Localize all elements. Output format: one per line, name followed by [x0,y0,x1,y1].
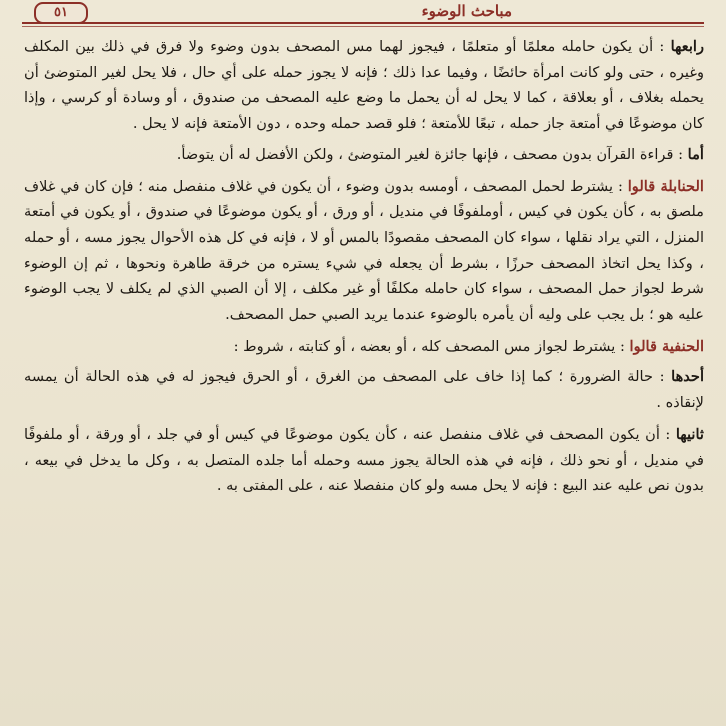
paragraph-lead: الحنفية قالوا [629,337,704,355]
paragraph-text: : أن يكون المصحف في غلاف منفصل عنه ، كأن يكون موضوعًا في كيس أو في جلد ، أو ورقة ، أو ملفوفًا في منديل ، أو نحو ذلك ، فإنه في هذه الحالة يجوز مسه وحمله أما جلده المتصل به ، وكل ما يدخل في بيعه ، بدون نص عليه عند البيع : فإنه لا يحل مسه ولو كان منفصلا عنه ، على المفتى به . [24,425,704,495]
paragraph-lead: أما [687,145,704,163]
paragraph-lead: الحنابلة قالوا [627,177,704,195]
header-rule [22,22,704,24]
paragraph-ahaduha [24,364,704,415]
running-title: مباحث الوضوء [421,2,512,20]
paragraph-text: : قراءة القرآن بدون مصحف ، فإنها جائزة لغير المتوضئ ، ولكن الأفضل له أن يتوضأ. [176,145,684,163]
paragraph-amma [24,142,704,168]
paragraph-thaniha [24,422,704,499]
header-rule-thin [22,26,704,27]
paragraph-lead: رابعها [670,38,704,55]
paragraph-hanabila [24,174,704,328]
paragraph-text: : يشترط لحمل المصحف ، أومسه بدون وضوء ، أن يكون في غلاف منفصل منه ؛ فإن كان في غلاف ملصق به ، كأن يكون في كيس ، أوملفوفًا في منديل ، أو ورق ، أو يكون موضوعًا في صندوق ، أو يكون في أمتعة المنزل ، التي يراد نقلها ، سواء كان المصحف مقصودًا بالمس أو لا ، فإنه في كل هذه الأحوال يجوز مسه ، أو حمله ، وكذا يحل اتخاذ المصحف حرزًا ، بشرط أن يجعله في شيء يستره من خرقة طاهرة ونحوها ، ثم إن الوضوء شرط لجواز حمل المصحف ، سواء كان حامله مكلفًا أو غير مكلف ، إلا أن الصبي الذي لم يكلف لا يجب الوضوء عليه هو ؛ بل يجب على وليه أن يأمره بالوضوء عندما يريد الصبي حمل المصحف. [24,177,704,324]
paragraph-hanafiyya [24,334,704,360]
page-header [0,0,726,30]
paragraph-text: : أن يكون حامله معلمًا أو متعلمًا ، فيجوز لهما مس المصحف بدون وضوء ولا فرق في ذلك بين المكلف وغيره ، حتى ولو كانت امرأة حائضًا ، وفيما عدا ذلك ؛ فإنه لا يجوز حمله على أي حال ، فلا يحل لغير المتوضئ أن يحمله بغلاف ، أو بعلاقة ، كما لا يحل له أن يحمل ما وضع عليه المصحف من صندوق ، أو وسادة أو كرسي ، وإذا كان موضوعًا في أمتعة جاز حمله ، تبعًا للأمتعة ؛ فلو قصد حمله وحده ، دون الأمتعة فإنه لا يحل . [24,38,704,133]
page-number-badge: ٥١ [34,2,88,24]
paragraph-text: : حالة الضرورة ؛ كما إذا خاف على المصحف من الغرق ، أو الحرق فيجوز له في هذه الحالة أن يمسه لإنقاذه . [24,368,704,412]
paragraph-rabiuha [24,34,704,137]
paragraph-text: : يشترط لجواز مس المصحف كله ، أو بعضه ، أو كتابته ، شروط : [233,337,625,355]
paragraph-lead: ثانيها [675,425,704,443]
paragraph-lead: أحدها [671,368,705,386]
page-body [24,34,704,504]
